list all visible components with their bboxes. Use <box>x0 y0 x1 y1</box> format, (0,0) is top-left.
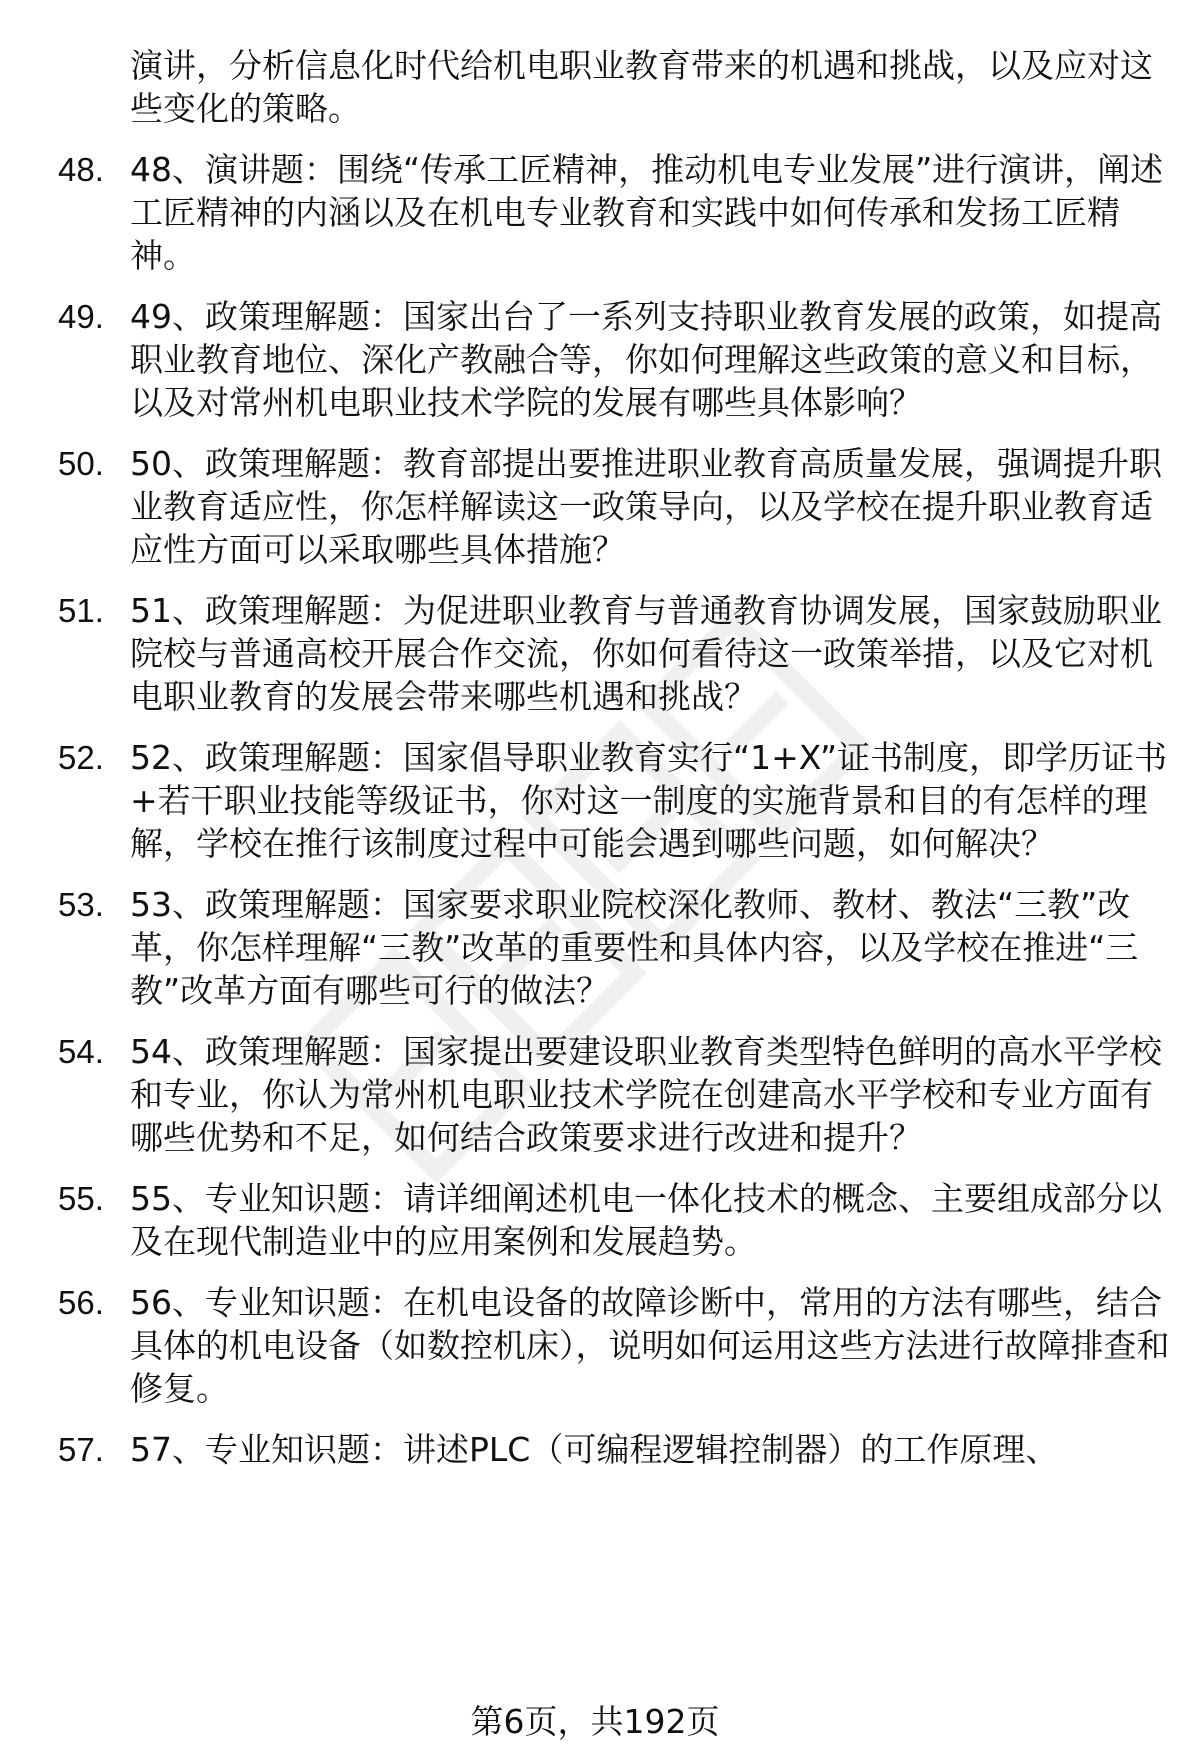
list-item-56 <box>0 1281 1190 1410</box>
item-text: 51、政策理解题：为促进职业教育与普通教育协调发展，国家鼓励职业院校与普通高校开展合作交流，你如何看待这一政策举措，以及它对机电职业教育的发展会带来哪些机遇和挑战？ <box>130 591 1162 716</box>
item-text: 56、专业知识题：在机电设备的故障诊断中，常用的方法有哪些，结合具体的机电设备（如数控机床），说明如何运用这些方法进行故障排查和修复。 <box>130 1283 1170 1408</box>
item-number: 50. <box>58 445 104 482</box>
question-list <box>0 44 1190 1471</box>
item-number: 56. <box>58 1284 104 1321</box>
item-number: 54. <box>58 1033 104 1070</box>
item-text: 48、演讲题：围绕“传承工匠精神，推动机电专业发展”进行演讲，阐述工匠精神的内涵以及在机电专业教育和实践中如何传承和发扬工匠精神。 <box>130 150 1164 275</box>
item-text: 57、专业知识题：讲述PLC（可编程逻辑控制器）的工作原理、 <box>130 1430 1059 1469</box>
list-item-55 <box>0 1177 1190 1263</box>
item-number: 48. <box>58 151 104 188</box>
list-item-57 <box>0 1428 1190 1471</box>
continuation-text: 演讲，分析信息化时代给机电职业教育带来的机遇和挑战，以及应对这些变化的策略。 <box>130 46 1153 128</box>
list-item-53 <box>0 883 1190 1012</box>
item-text: 54、政策理解题：国家提出要建设职业教育类型特色鲜明的高水平学校和专业，你认为常州机电职业技术学院在创建高水平学校和专业方面有哪些优势和不足，如何结合政策要求进行改进和提升？ <box>130 1032 1162 1157</box>
item-text: 53、政策理解题：国家要求职业院校深化教师、教材、教法“三教”改革，你怎样理解“三教”改革的重要性和具体内容，以及学校在推进“三教”改革方面有哪些可行的做法？ <box>130 885 1139 1010</box>
item-text: 49、政策理解题：国家出台了一系列支持职业教育发展的政策，如提高职业教育地位、深化产教融合等，你如何理解这些政策的意义和目标，以及对常州机电职业技术学院的发展有哪些具体影响？ <box>130 297 1162 422</box>
item-number: 49. <box>58 298 104 335</box>
list-item-48 <box>0 148 1190 277</box>
item-text: 52、政策理解题：国家倡导职业教育实行“1+X”证书制度，即学历证书+若干职业技能等级证书，你对这一制度的实施背景和目的有怎样的理解，学校在推行该制度过程中可能会遇到哪些问题，如何解决？ <box>130 738 1168 863</box>
item-number: 55. <box>58 1180 104 1217</box>
list-item-52 <box>0 736 1190 865</box>
item-number: 53. <box>58 886 104 923</box>
page-footer: 第6页，共192页 <box>470 1702 720 1741</box>
list-item-49 <box>0 295 1190 424</box>
item-number: 52. <box>58 739 104 776</box>
list-item-54 <box>0 1030 1190 1159</box>
item-text: 55、专业知识题：请详细阐述机电一体化技术的概念、主要组成部分以及在现代制造业中的应用案例和发展趋势。 <box>130 1179 1162 1261</box>
item-number: 51. <box>58 592 104 629</box>
item-number: 57. <box>58 1431 104 1468</box>
item-text: 50、政策理解题：教育部提出要推进职业教育高质量发展，强调提升职业教育适应性，你怎样解读这一政策导向，以及学校在提升职业教育适应性方面可以采取哪些具体措施？ <box>130 444 1162 569</box>
list-item-51 <box>0 589 1190 718</box>
list-item-50 <box>0 442 1190 571</box>
